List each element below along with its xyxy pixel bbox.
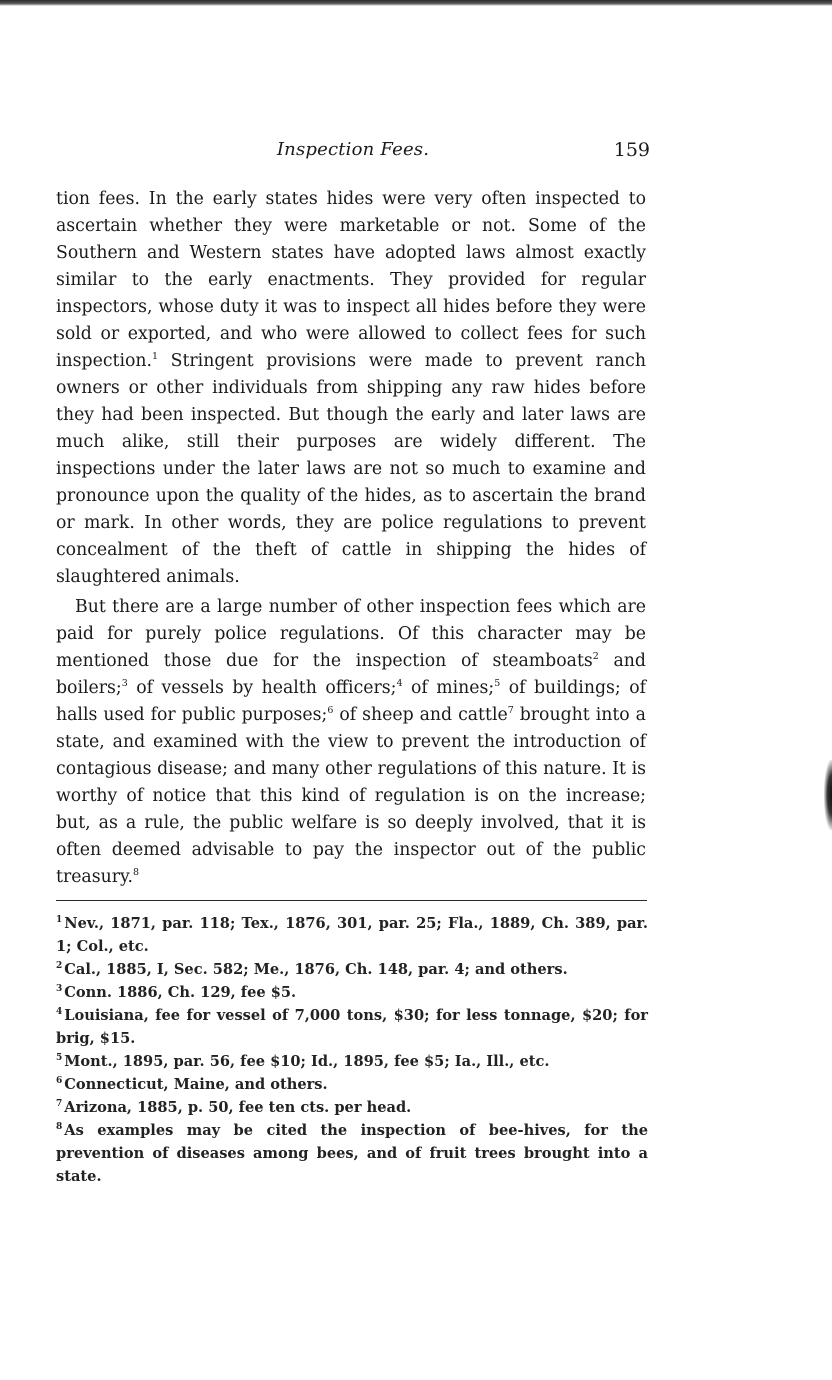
- footnote-6: [56, 1073, 648, 1096]
- paragraph-text: of buildings; of halls used for public purposes;: [56, 678, 646, 725]
- footnote-reference: 5: [494, 678, 501, 690]
- footnote-mark: 3: [56, 984, 63, 995]
- footnote-reference: 2: [592, 651, 599, 663]
- footnote-text: As examples may be cited the inspection of bee-hives, for the prevention of diseases among bees, and of fruit trees brought into a state.: [56, 1122, 648, 1185]
- running-title: Inspection Fees.: [276, 139, 430, 160]
- footnote-reference: 7: [507, 705, 514, 717]
- footnote-reference: 4: [396, 678, 403, 690]
- footnote-reference: 8: [132, 867, 140, 879]
- paragraph-text: Stringent provisions were made to prevent ranch owners or other individuals from shipping any raw hides before they had been inspected. But though the early and later laws are much alike, still their purposes are widely different. The inspections under the later laws are not so much to examine and pronounce upon the quality of the hides, as to ascertain the brand or mark. In other words, they are police regulations to prevent concealment of the theft of cattle in shipping the hides of slaughtered animals.: [56, 351, 646, 587]
- footnote-reference: 6: [327, 705, 334, 717]
- footnote-text: Louisiana, fee for vessel of 7,000 tons, $30; for less tonnage, $20; for brig, $15.: [56, 1007, 648, 1047]
- footnote-text: Mont., 1895, par. 56, fee $10; Id., 1895, fee $5; Ia., Ill., etc.: [64, 1053, 550, 1070]
- footnote-text: Arizona, 1885, p. 50, fee ten cts. per head.: [64, 1099, 412, 1116]
- footnotes: [56, 912, 648, 1188]
- paragraph-text: tion fees. In the early states hides were very often inspected to ascertain whether they were marketable or not. Some of the Southern and Western states have adopted laws almost exactly similar to the early enactments. They provided for regular inspectors, whose duty it was to inspect all hides before they were sold or exported, and who were allowed to collect fees for such inspection.: [56, 189, 646, 371]
- footnote-mark: 8: [56, 1122, 63, 1133]
- footnote-5: [56, 1050, 648, 1073]
- footnote-reference: 3: [121, 678, 128, 690]
- footnote-mark: 5: [56, 1053, 63, 1064]
- footnote-text: Cal., 1885, I, Sec. 582; Me., 1876, Ch. 148, par. 4; and others.: [64, 961, 568, 978]
- page-number: 159: [613, 139, 650, 161]
- page-header: [56, 139, 650, 167]
- footnote-text: Connecticut, Maine, and others.: [64, 1076, 328, 1093]
- footnote-mark: 7: [56, 1099, 63, 1110]
- footnote-divider: [56, 900, 647, 901]
- paragraph-text: But there are a large number of other inspection fees which are paid for purely police regulations. Of this character may be mentioned those due for the inspection of steamboats: [56, 597, 646, 671]
- footnote-7: [56, 1096, 648, 1119]
- footnote-4: [56, 1004, 648, 1050]
- paragraph-text: and boilers;: [56, 651, 646, 698]
- footnote-mark: 1: [56, 915, 63, 926]
- footnote-1: [56, 912, 648, 958]
- paragraph-text: of vessels by health officers;: [127, 678, 397, 698]
- footnote-8: [56, 1119, 648, 1188]
- page-top-shadow: [0, 0, 832, 6]
- footnote-text: Nev., 1871, par. 118; Tex., 1876, 301, par. 25; Fla., 1889, Ch. 389, par. 1; Col., etc.: [56, 915, 648, 955]
- footnote-mark: 4: [56, 1007, 63, 1018]
- footnote-mark: 2: [56, 961, 63, 972]
- footnote-mark: 6: [56, 1076, 63, 1087]
- paragraph-1: [56, 186, 646, 591]
- paragraph-text: of sheep and cattle: [333, 705, 508, 725]
- paragraph-text: brought into a state, and examined with the view to prevent the introduction of contagious disease; and many other regulations of this nature. It is worthy of notice that this kind of regulation is on the increase; but, as a rule, the public welfare is so deeply involved, that it is often deemed advisable to pay the inspector out of the public treasury.: [56, 705, 646, 887]
- paragraph-text: of mines;: [402, 678, 495, 698]
- footnote-3: [56, 981, 648, 1004]
- page-edge-mark: [824, 760, 832, 830]
- footnote-reference: 1: [152, 351, 159, 363]
- footnote-2: [56, 958, 648, 981]
- paragraph-2: [56, 594, 646, 891]
- footnote-text: Conn. 1886, Ch. 129, fee $5.: [64, 984, 297, 1001]
- main-text: [56, 186, 646, 891]
